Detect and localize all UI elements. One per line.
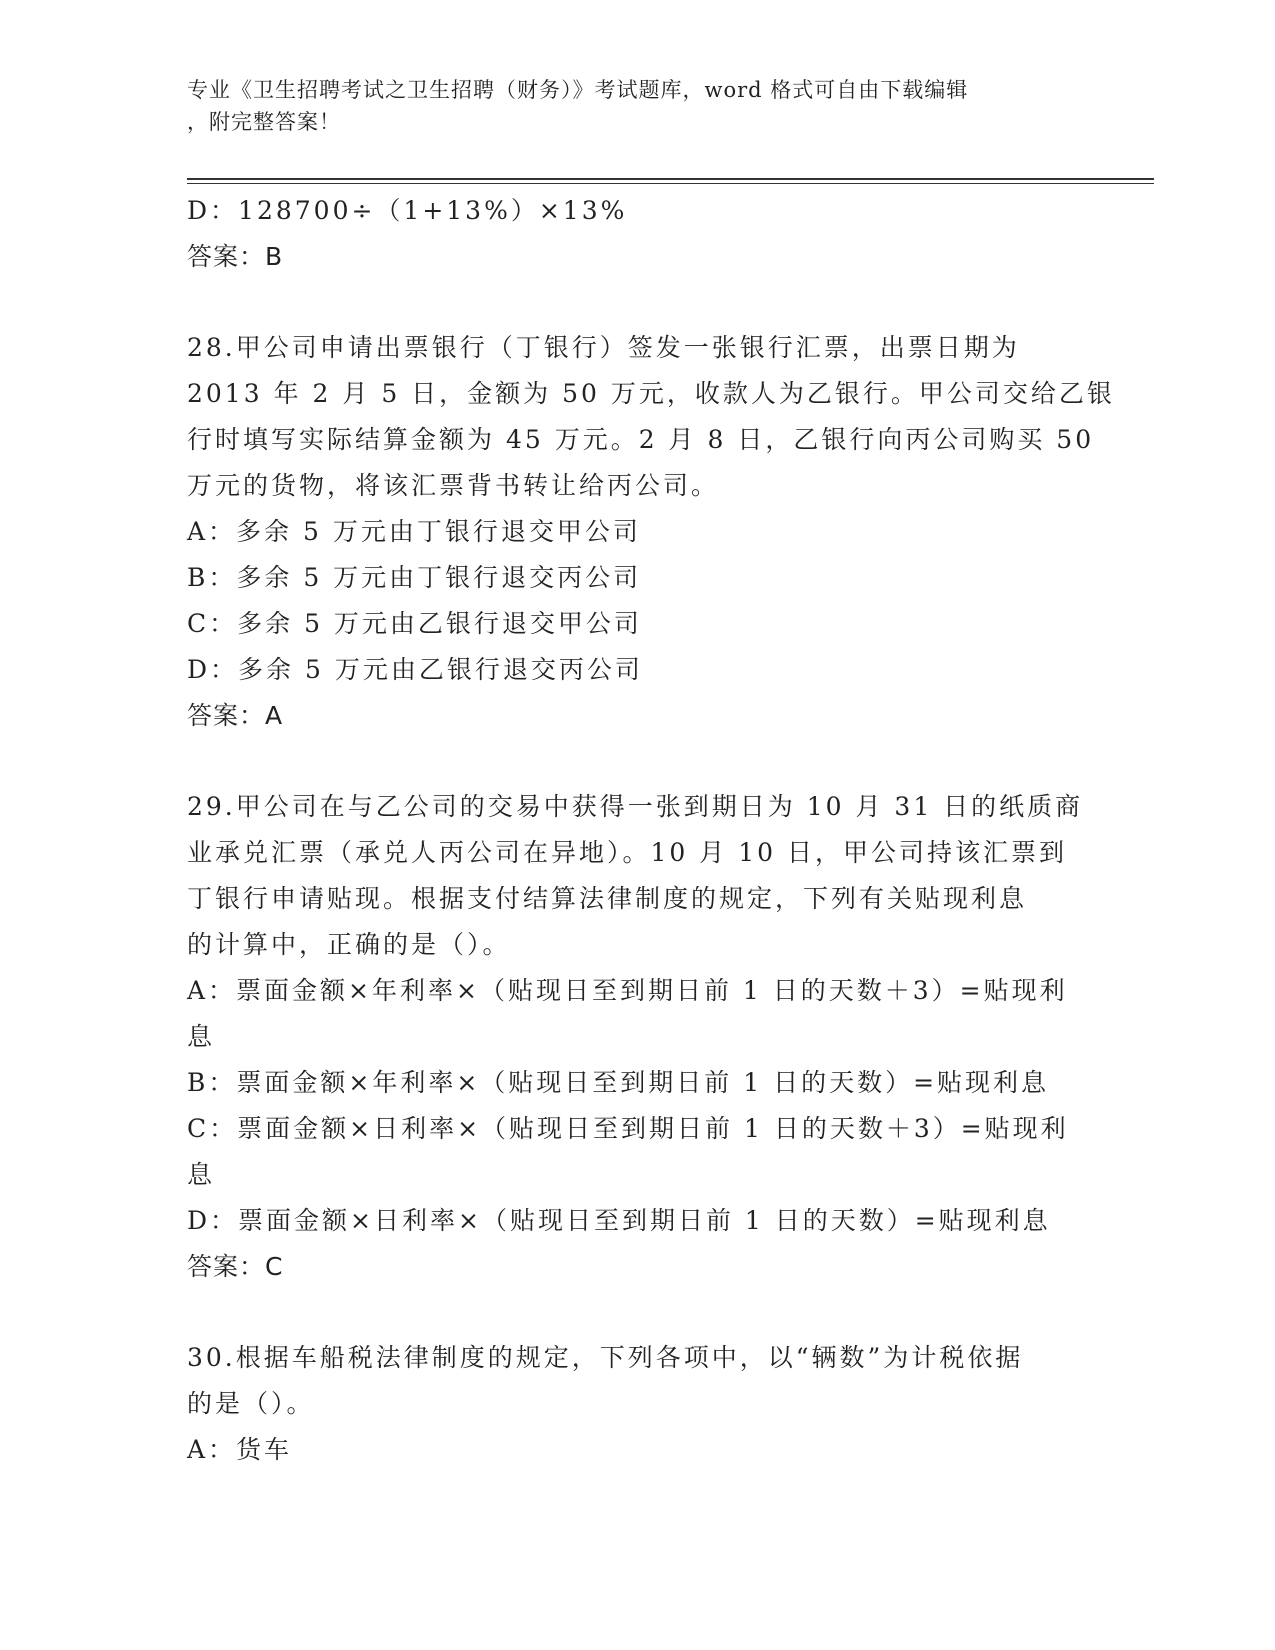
question-30 <box>187 1335 1087 1473</box>
header-line-2: ，附完整答案！ <box>187 110 341 134</box>
question-29 <box>187 784 1087 1290</box>
q29-stem-line: 丁银行申请贴现。根据支付结算法律制度的规定，下列有关贴现利息 <box>187 884 1028 913</box>
q29-option-a: A：票面金额×年利率×（贴现日至到期日前 1 日的天数＋3）=贴现利 <box>187 976 1068 1005</box>
q30-stem-line: 的是（）。 <box>187 1389 315 1418</box>
q30-option-a: A：货车 <box>187 1435 293 1464</box>
q29-stem-line: 29.甲公司在与乙公司的交易中获得一张到期日为 10 月 31 日的纸质商 <box>187 792 1084 821</box>
question-27 <box>187 188 1087 280</box>
q29-stem-line: 的计算中，正确的是（）。 <box>187 930 511 959</box>
q28-stem-line: 万元的货物，将该汇票背书转让给丙公司。 <box>187 471 720 500</box>
q29-option-a-cont: 息 <box>187 1022 216 1051</box>
q28-option-a: A：多余 5 万元由丁银行退交甲公司 <box>187 517 641 546</box>
header-divider-thin <box>187 183 1154 184</box>
spacer <box>187 280 1087 325</box>
q29-stem-line: 业承兑汇票（承兑人丙公司在异地）。10 月 10 日，甲公司持该汇票到 <box>187 838 1067 867</box>
q28-stem-line: 28.甲公司申请出票银行（丁银行）签发一张银行汇票，出票日期为 <box>187 333 1020 362</box>
q29-answer: 答案：C <box>187 1252 284 1281</box>
question-content <box>187 188 1115 1473</box>
q28-stem-line: 2013 年 2 月 5 日，金额为 50 万元，收款人为乙银行。甲公司交给乙银 <box>187 379 1115 408</box>
page-header <box>187 74 1067 138</box>
q28-stem-line: 行时填写实际结算金额为 45 万元。2 月 8 日，乙银行向丙公司购买 50 <box>187 425 1095 454</box>
q28-option-b: B：多余 5 万元由丁银行退交丙公司 <box>187 563 642 592</box>
spacer <box>187 1290 1087 1335</box>
header-line-1: 专业《卫生招聘考试之卫生招聘（财务）》考试题库，word 格式可自由下载编辑 <box>187 78 969 102</box>
q30-stem-line: 30.根据车船税法律制度的规定，下列各项中，以“辆数”为计税依据 <box>187 1343 1024 1372</box>
spacer <box>187 739 1087 784</box>
q29-option-d: D：票面金额×日利率×（贴现日至到期日前 1 日的天数）=贴现利息 <box>187 1206 1051 1235</box>
header-divider-thick <box>187 178 1154 180</box>
q27-option-d: D：128700÷（1+13%）×13% <box>187 196 628 225</box>
q28-answer: 答案：A <box>187 701 284 730</box>
q29-option-c-cont: 息 <box>187 1160 216 1189</box>
q28-option-d: D：多余 5 万元由乙银行退交丙公司 <box>187 655 643 684</box>
q29-option-c: C：票面金额×日利率×（贴现日至到期日前 1 日的天数＋3）=贴现利 <box>187 1114 1069 1143</box>
q27-answer: 答案：B <box>187 242 284 271</box>
q29-option-b: B：票面金额×年利率×（贴现日至到期日前 1 日的天数）=贴现利息 <box>187 1068 1050 1097</box>
q28-option-c: C：多余 5 万元由乙银行退交甲公司 <box>187 609 642 638</box>
question-28 <box>187 325 1115 739</box>
